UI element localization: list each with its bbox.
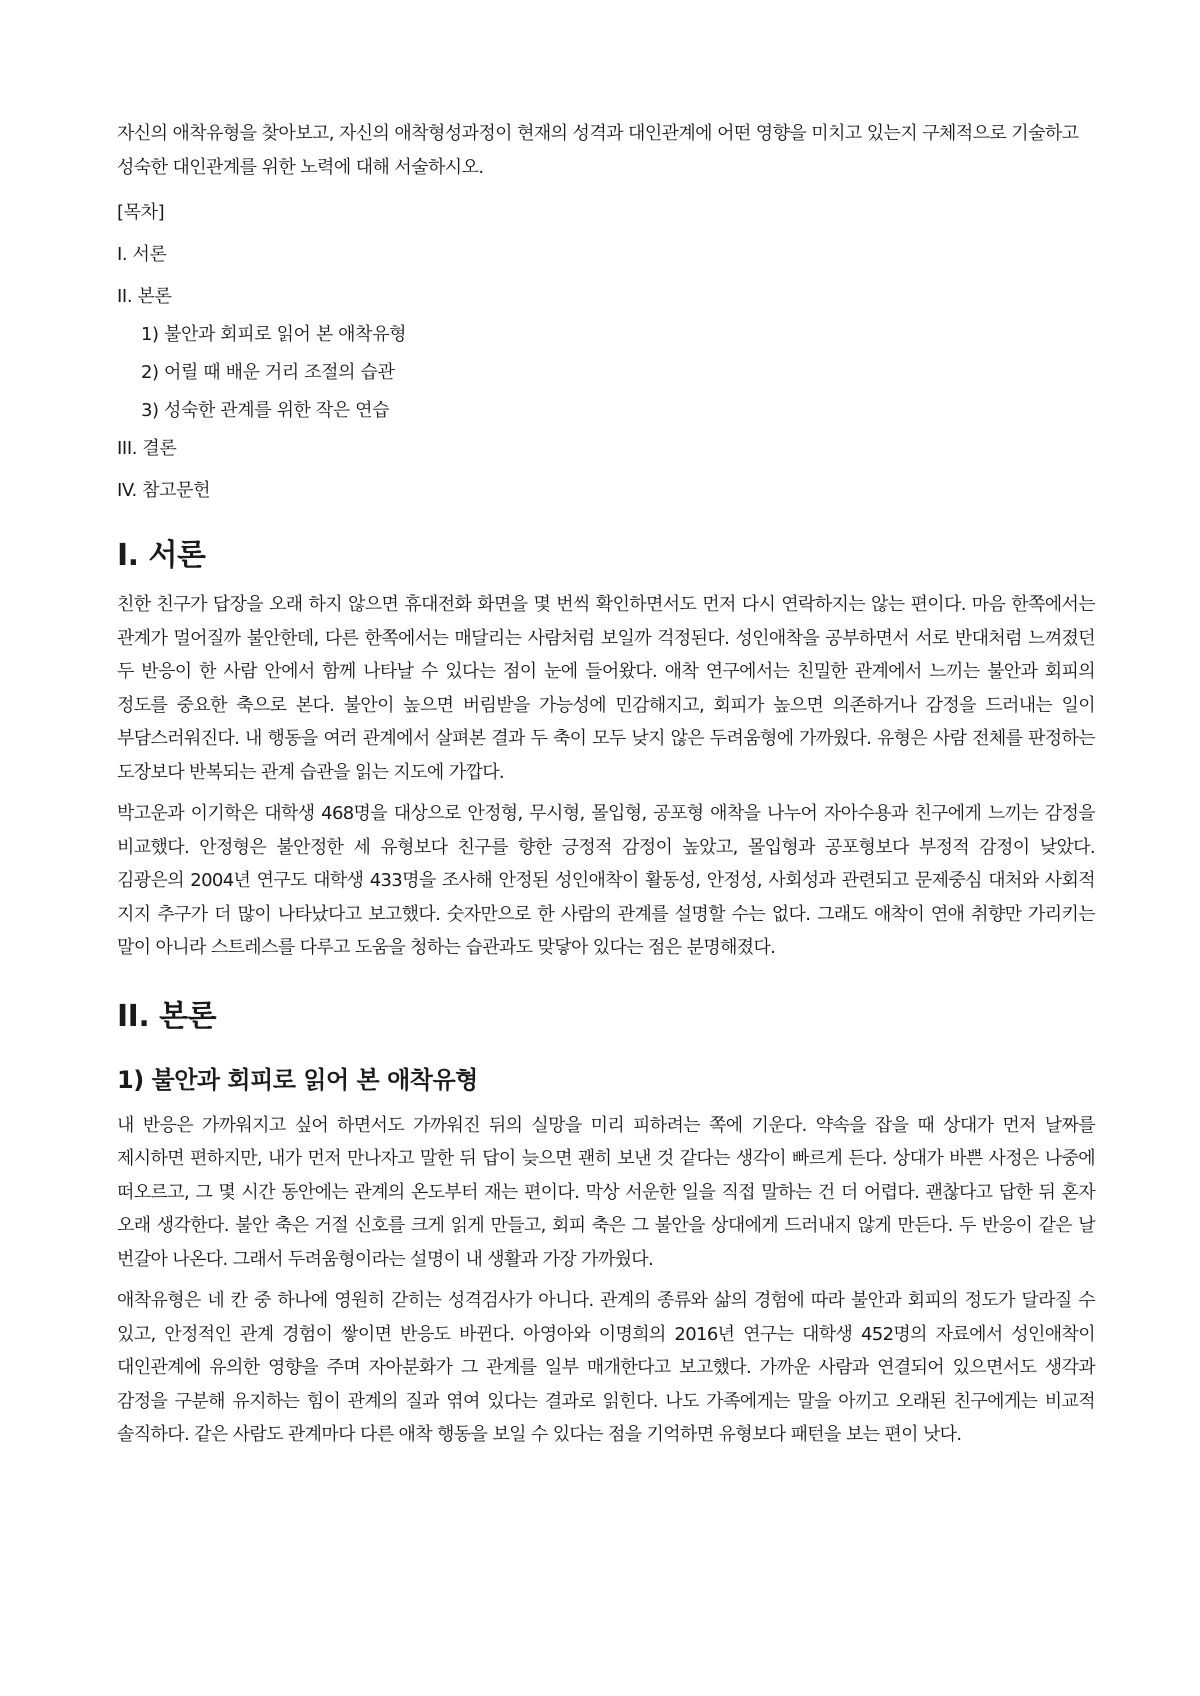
- toc-subitem-2: 2) 어릴 때 배운 거리 조절의 습관: [141, 362, 395, 383]
- toc-subitem-1: 1) 불안과 회피로 읽어 본 애착유형: [141, 324, 407, 345]
- subsection-title: 1) 불안과 회피로 읽어 본 애착유형: [117, 1065, 478, 1094]
- toc-subitem-3: 3) 성숙한 관계를 위한 작은 연습: [141, 400, 390, 421]
- toc-item-main-body: II. 본론: [117, 286, 172, 307]
- body-paragraph: 박고운과 이기학은 대학생 468명을 대상으로 안정형, 무시형, 몰입형, 공포형 애착을 나누어 자아수용과 친구에게 느끼는 감정을 비교했다. 안정형은 불안정한 세 유형보다 친구를 향한 긍정적 감정이 높았고, 몰입형과 공포형보다 부정적 감정이 낮았다. 김광은의 2004년 연구도 대학생 433명을 조사해 안정된 성인애착이 활동성, 안정성, 사회성과 관련되고 문제중심 대처와 사회적 지지 추구가 더 많이 나타났다고 보고했다. 숫자만으로 한 사람의 관계를 설명할 수는 없다. 그래도 애착이 연애 취향만 가리키는 말이 아니라 스트레스를 다루고 도움을 청하는 습관과도 맞닿아 있다는 점은 분명해졌다.: [117, 803, 1095, 958]
- section-title-main-body: II. 본론: [117, 998, 217, 1034]
- body-paragraph: 내 반응은 가까워지고 싶어 하면서도 가까워진 뒤의 실망을 미리 피하려는 쪽에 기운다. 약속을 잡을 때 상대가 먼저 날짜를 제시하면 편하지만, 내가 먼저 만나자고 말한 뒤 답이 늦으면 괜히 보낸 것 같다는 생각이 빠르게 든다. 상대가 바쁜 사정은 나중에 떠오르고, 그 몇 시간 동안에는 관계의 온도부터 재는 편이다. 막상 서운한 일을 직접 말하는 건 더 어렵다. 괜찮다고 답한 뒤 혼자 오래 생각한다. 불안 축은 거절 신호를 크게 읽게 만들고, 회피 축은 그 불안을 상대에게 드러내지 않게 만든다. 두 반응이 같은 날 번갈아 나온다. 그래서 두려움형이라는 설명이 내 생활과 가장 가까웠다.: [117, 1114, 1095, 1270]
- document-page: [117, 117, 1095, 1460]
- assignment-prompt: 자신의 애착유형을 찾아보고, 자신의 애착형성과정이 현재의 성격과 대인관계에 어떤 영향을 미치고 있는지 구체적으로 기술하고 성숙한 대인관계를 위한 노력에 대해 서술하시오.: [117, 123, 1079, 178]
- table-of-contents: [117, 200, 1095, 504]
- toc-heading: [목차]: [117, 202, 165, 223]
- toc-item-references: IV. 참고문헌: [117, 480, 211, 501]
- body-paragraph: 애착유형은 네 칸 중 하나에 영원히 갇히는 성격검사가 아니다. 관계의 종류와 삶의 경험에 따라 불안과 회피의 정도가 달라질 수 있고, 안정적인 관계 경험이 쌓이면 반응도 바뀐다. 아영아와 이명희의 2016년 연구는 대학생 452명의 자료에서 성인애착이 대인관계에 유의한 영향을 주며 자아분화가 그 관계를 일부 매개한다고 보고했다. 가까운 사람과 연결되어 있으면서도 생각과 감정을 구분해 유지하는 힘이 관계의 질과 엮여 있다는 결과로 읽힌다. 나도 가족에게는 말을 아끼고 오래된 친구에게는 비교적 솔직하다. 같은 사람도 관계마다 다른 애착 행동을 보일 수 있다는 점을 기억하면 유형보다 패턴을 보는 편이 낫다.: [117, 1290, 1095, 1445]
- toc-item-introduction: I. 서론: [117, 244, 167, 265]
- section-title-introduction: I. 서론: [117, 538, 206, 573]
- toc-item-conclusion: III. 결론: [117, 438, 177, 459]
- body-paragraph: 친한 친구가 답장을 오래 하지 않으면 휴대전화 화면을 몇 번씩 확인하면서도 먼저 다시 연락하지는 않는 편이다. 마음 한쪽에서는 관계가 멀어질까 불안한데, 다른 한쪽에서는 매달리는 사람처럼 보일까 걱정된다. 성인애착을 공부하면서 서로 반대처럼 느껴졌던 두 반응이 한 사람 안에서 함께 나타날 수 있다는 점이 눈에 들어왔다. 애착 연구에서는 친밀한 관계에서 느끼는 불안과 회피의 정도를 중요한 축으로 본다. 불안이 높으면 버림받을 가능성에 민감해지고, 회피가 높으면 의존하거나 감정을 드러내는 일이 부담스러워진다. 내 행동을 여러 관계에서 살펴본 결과 두 축이 모두 낮지 않은 두려움형에 가까웠다. 유형은 사람 전체를 판정하는 도장보다 반복되는 관계 습관을 읽는 지도에 가깝다.: [117, 594, 1095, 783]
